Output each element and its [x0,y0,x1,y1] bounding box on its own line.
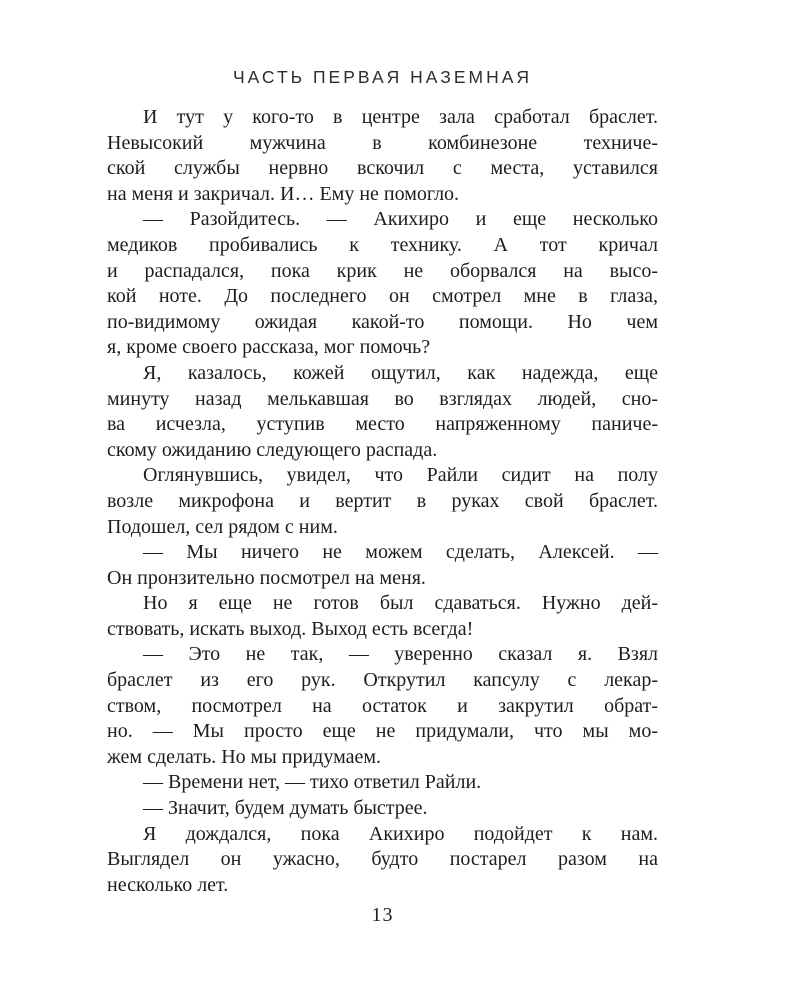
paragraph [107,540,658,591]
text-line: Подошел, сел рядом с ним. [107,515,338,538]
page-number: 13 [371,904,394,926]
text-line: и распадался, пока крик не оборвался на высо- [107,259,658,282]
paragraph [107,796,658,822]
text-line: ва исчезла, уступив место напряженному паниче- [107,413,658,436]
text-line: но. — Мы просто еще не придумали, что мы мо- [107,720,658,743]
text-line: кой ноте. До последнего он смотрел мне в глаза, [107,285,658,308]
text-line: Выглядел он ужасно, будто постарел разом на [107,848,658,871]
paragraph [107,207,658,361]
body-text [107,105,658,898]
text-line: медиков пробивались к технику. А тот кричал [107,233,658,256]
text-line: браслет из его рук. Открутил капсулу с лекар- [107,669,658,692]
text-line: Я, казалось, кожей ощутил, как надежда, еще [143,361,658,384]
paragraph [107,642,658,770]
text-line: по-видимому ожидая какой-то помощи. Но чем [107,310,658,333]
text-line: минуту назад мелькавшая во взглядах людей, сно- [107,387,658,410]
text-line: ской службы нервно вскочил с места, уставился [107,157,658,180]
text-line: ством, посмотрел на остаток и закрутил обрат- [107,694,658,717]
paragraph [107,463,658,540]
paragraph [107,770,658,796]
text-line: ствовать, искать выход. Выход есть всегда! [107,617,474,640]
text-line: И тут у кого-то в центре зала сработал браслет. [143,106,658,128]
text-line: несколько лет. [107,873,229,896]
paragraph [107,361,658,463]
text-line: — Времени нет, — тихо ответил Райли. [143,771,482,794]
text-line: возле микрофона и вертит в руках свой браслет. [107,489,658,512]
paragraph [107,591,658,642]
text-line: на меня и закричал. И… Ему не помогло. [107,182,460,205]
text-line: скому ожиданию следующего распада. [107,438,438,461]
text-line: Он пронзительно посмотрел на меня. [107,566,426,589]
text-line: Я дождался, пока Акихиро подойдет к нам. [143,822,658,845]
paragraph [107,822,658,899]
text-line: Невысокий мужчина в комбинезоне техниче- [107,131,658,154]
text-line: Оглянувшись, увидел, что Райли сидит на полу [143,464,658,487]
text-line: — Разойдитесь. — Акихиро и еще несколько [143,208,658,231]
text-line: жем сделать. Но мы придумаем. [107,745,382,768]
text-line: Но я еще не готов был сдаваться. Нужно дей- [143,592,658,615]
text-line: — Мы ничего не можем сделать, Алексей. — [143,541,658,564]
text-line: — Значит, будем думать быстрее. [143,797,428,820]
paragraph [107,105,658,207]
text-line: — Это не так, — уверенно сказал я. Взял [143,643,658,666]
text-line: я, кроме своего рассказа, мог помочь? [107,336,431,359]
part-title: ЧАСТЬ ПЕРВАЯ НАЗЕМНАЯ [232,67,533,87]
